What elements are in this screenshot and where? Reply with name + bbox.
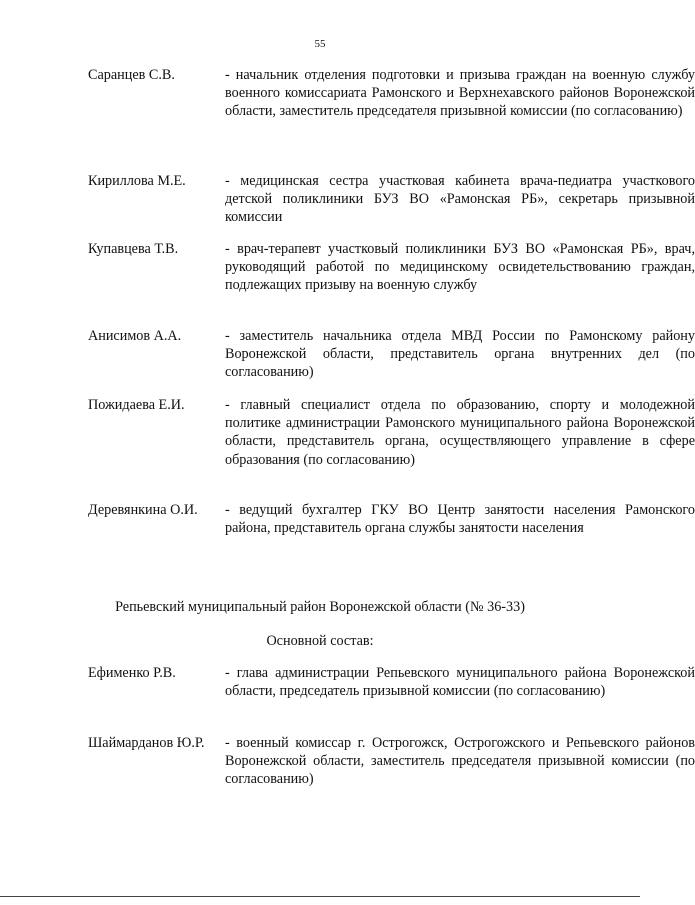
member-description: - глава администрации Репьевского муниципального района Воронежской области, председатель призывной комиссии (по согласованию) (225, 665, 695, 700)
member-description: - главный специалист отдела по образованию, спорту и молодежной политике администрации Рамонского муниципального района Воронежской области, представитель органа, осуществляющего управление в сфере образования (по согласованию) (225, 397, 695, 468)
member-description: - ведущий бухгалтер ГКУ ВО Центр занятости населения Рамонского района, представитель органа службы занятости населения (225, 502, 695, 537)
member-name: Купавцева Т.В. (88, 241, 179, 257)
page-number: 55 (314, 38, 326, 50)
member-description: - врач-терапевт участковый поликлиники БУЗ ВО «Рамонская РБ», врач, руководящий работой по медицинскому освидетельствованию граждан, подлежащих призыву на военную службу (225, 241, 695, 294)
member-name: Ефименко Р.В. (88, 665, 176, 681)
member-name: Анисимов А.А. (88, 328, 182, 344)
section-subheading: Основной состав: (266, 633, 374, 649)
member-name: Саранцев С.В. (88, 67, 175, 83)
member-name: Пожидаева Е.И. (88, 397, 185, 413)
member-name: Шаймарданов Ю.Р. (88, 735, 205, 751)
member-name: Деревянкина О.И. (88, 502, 198, 518)
member-description: - военный комиссар г. Острогожск, Острогожского и Репьевского районов Воронежской области, заместитель председателя призывной комиссии (по согласованию) (225, 735, 695, 788)
section-heading: Репьевский муниципальный район Воронежской области (№ 36-33) (115, 599, 525, 615)
member-description: - заместитель начальника отдела МВД России по Рамонскому району Воронежской области, представитель органа внутренних дел (по согласованию) (225, 328, 695, 381)
member-description: - начальник отделения подготовки и призыва граждан на военную службу военного комиссариата Рамонского и Верхнехавского районов Воронежской области, заместитель председателя призывной комиссии (по согласованию) (225, 67, 695, 120)
member-description: - медицинская сестра участковая кабинета врача-педиатра участкового детской поликлиники БУЗ ВО «Рамонская РБ», секретарь призывной комиссии (225, 173, 695, 226)
bottom-rule (0, 896, 640, 897)
member-name: Кириллова М.Е. (88, 173, 186, 189)
